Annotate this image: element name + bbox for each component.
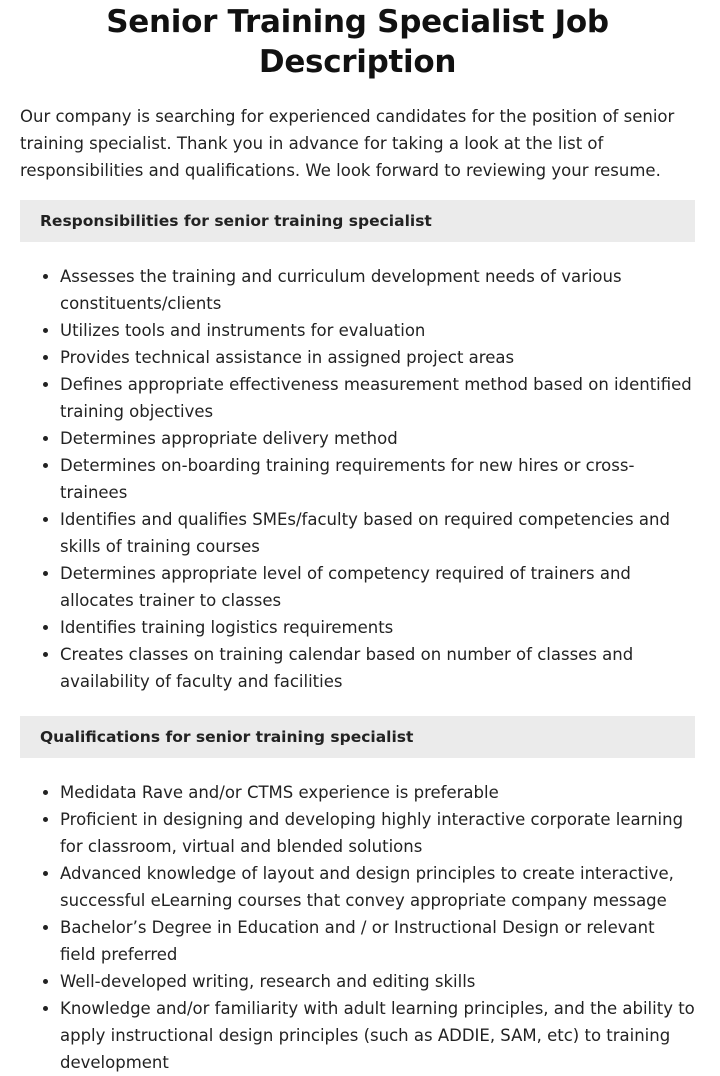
qualification-item: Well-developed writing, research and editing skills [60, 968, 695, 995]
qualifications-heading: Qualifications for senior training specialist [20, 716, 695, 758]
responsibility-item: Determines appropriate level of competency required of trainers and allocates trainer to classes [60, 560, 695, 614]
qualification-item: Proficient in designing and developing highly interactive corporate learning for classroom, virtual and blended solutions [60, 806, 695, 860]
intro-paragraph: Our company is searching for experienced candidates for the position of senior training specialist. Thank you in advance for taking a look at the list of responsibilities and qualifications. We look forward to reviewing your resume. [20, 107, 675, 180]
responsibility-item: Identifies and qualifies SMEs/faculty based on required competencies and skills of training courses [60, 506, 695, 560]
responsibility-item: Provides technical assistance in assigned project areas [60, 344, 695, 371]
responsibility-item: Determines appropriate delivery method [60, 425, 695, 452]
responsibility-item: Assesses the training and curriculum development needs of various constituents/clients [60, 263, 695, 317]
responsibility-item: Defines appropriate effectiveness measurement method based on identified training objectives [60, 371, 695, 425]
page-title: Senior Training Specialist Job Description [106, 4, 609, 80]
qualification-item: Advanced knowledge of layout and design principles to create interactive, successful eLearning courses that convey appropriate company message [60, 860, 695, 914]
responsibilities-heading: Responsibilities for senior training specialist [20, 200, 695, 242]
qualification-item: Medidata Rave and/or CTMS experience is preferable [60, 779, 695, 806]
responsibility-item: Creates classes on training calendar based on number of classes and availability of faculty and facilities [60, 641, 695, 695]
responsibilities-list [20, 263, 695, 695]
qualifications-list [20, 779, 695, 1076]
qualification-item: Knowledge and/or familiarity with adult learning principles, and the ability to apply instructional design principles (such as ADDIE, SAM, etc) to training development [60, 995, 695, 1076]
responsibility-item: Utilizes tools and instruments for evaluation [60, 317, 695, 344]
qualification-item: Bachelor’s Degree in Education and / or Instructional Design or relevant field preferred [60, 914, 695, 968]
responsibility-item: Determines on-boarding training requirements for new hires or cross-trainees [60, 452, 695, 506]
responsibility-item: Identifies training logistics requirements [60, 614, 695, 641]
